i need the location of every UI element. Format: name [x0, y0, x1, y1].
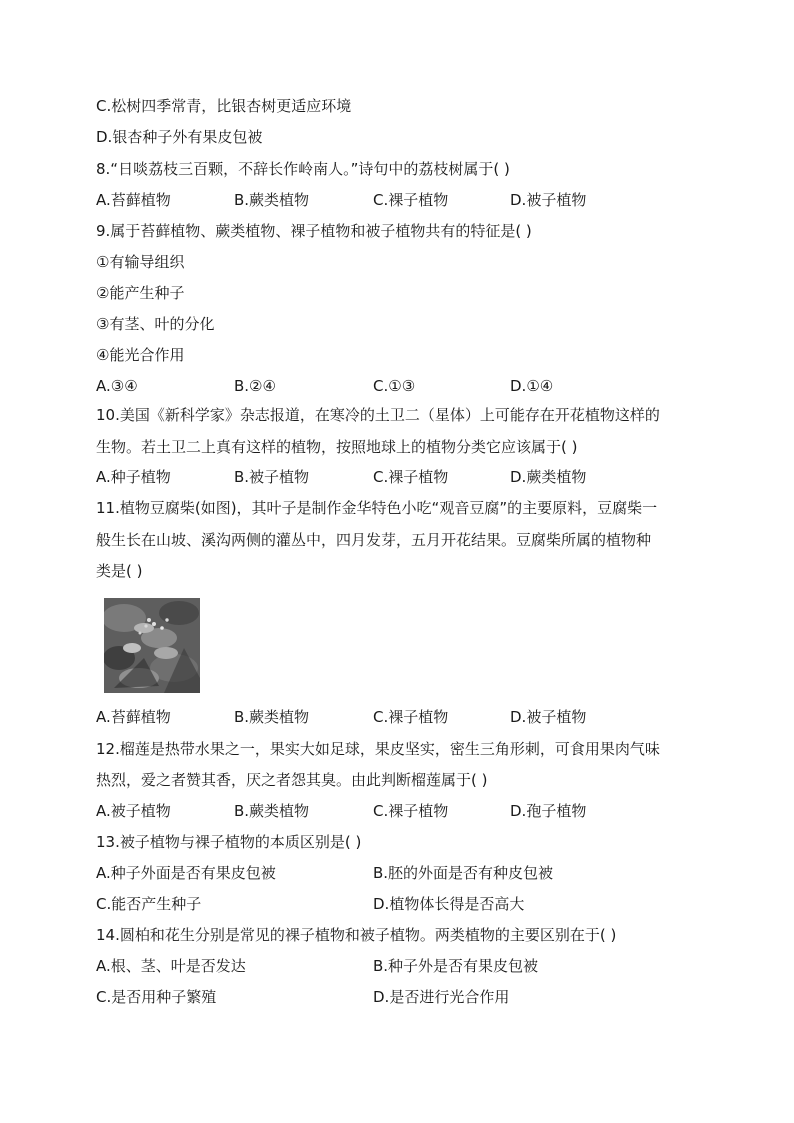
q9-option-a[interactable]: A.③④: [96, 377, 138, 395]
question-11-line-1: 11.植物豆腐柴(如图)，其叶子是制作金华特色小吃“观音豆腐”的主要原料，豆腐柴一: [96, 499, 658, 517]
q9-option-c[interactable]: C.①③: [373, 377, 416, 395]
q14-option-a[interactable]: A.根、茎、叶是否发达: [96, 957, 246, 975]
option-line-d-prev: D.银杏种子外有果皮包被: [96, 128, 263, 146]
q13-option-a[interactable]: A.种子外面是否有果皮包被: [96, 864, 276, 882]
q11-option-a[interactable]: A.苔藓植物: [96, 708, 171, 726]
question-12-options: [96, 801, 706, 821]
q12-option-c[interactable]: C.裸子植物: [373, 802, 449, 820]
q10-option-a[interactable]: A.种子植物: [96, 468, 171, 486]
q13-option-d[interactable]: D.植物体长得是否高大: [373, 895, 525, 913]
q9-option-d[interactable]: D.①④: [510, 377, 554, 395]
q12-option-d[interactable]: D.孢子植物: [510, 802, 587, 820]
q11-option-d[interactable]: D.被子植物: [510, 708, 587, 726]
question-11-line-2: 般生长在山坡、溪沟两侧的灌丛中，四月发芽，五月开花结果。豆腐柴所属的植物种: [96, 531, 652, 549]
question-14-options-row-2: [96, 987, 706, 1007]
q14-option-c[interactable]: C.是否用种子繁殖: [96, 988, 217, 1006]
q13-option-c[interactable]: C.能否产生种子: [96, 895, 202, 913]
question-14-options-row-1: [96, 956, 706, 976]
q8-option-c[interactable]: C.裸子植物: [373, 191, 449, 209]
q11-option-b[interactable]: B.蕨类植物: [234, 708, 310, 726]
q14-option-b[interactable]: B.种子外是否有果皮包被: [373, 957, 539, 975]
q10-option-c[interactable]: C.裸子植物: [373, 468, 449, 486]
question-9-options: [96, 376, 706, 396]
question-10-line-1: 10.美国《新科学家》杂志报道，在寒冷的土卫二（星体）上可能存在开花植物这样的: [96, 406, 660, 424]
option-line-c-prev: C.松树四季常青，比银杏树更适应环境: [96, 97, 352, 115]
q9-option-b[interactable]: B.②④: [234, 377, 276, 395]
q12-option-a[interactable]: A.被子植物: [96, 802, 171, 820]
question-8-options: [96, 190, 706, 210]
question-13-options-row-2: [96, 894, 706, 914]
q13-option-b[interactable]: B.胚的外面是否有种皮包被: [373, 864, 554, 882]
question-10-options: [96, 467, 706, 487]
doufuchai-plant-photo: [104, 598, 200, 693]
q8-option-d[interactable]: D.被子植物: [510, 191, 587, 209]
q8-option-b[interactable]: B.蕨类植物: [234, 191, 310, 209]
question-11-options: [96, 707, 706, 727]
q9-statement-3: ③有茎、叶的分化: [96, 315, 215, 333]
q10-option-b[interactable]: B.被子植物: [234, 468, 310, 486]
q11-option-c[interactable]: C.裸子植物: [373, 708, 449, 726]
q9-statement-2: ②能产生种子: [96, 284, 185, 302]
question-11-line-3: 类是( ): [96, 562, 143, 580]
q8-option-a[interactable]: A.苔藓植物: [96, 191, 171, 209]
question-12-line-1: 12.榴莲是热带水果之一，果实大如足球，果皮坚实，密生三角形刺，可食用果肉气味: [96, 740, 660, 758]
question-14: 14.圆柏和花生分别是常见的裸子植物和被子植物。两类植物的主要区别在于( ): [96, 926, 617, 944]
q10-option-d[interactable]: D.蕨类植物: [510, 468, 587, 486]
question-12-line-2: 热烈，爱之者赞其香，厌之者怨其臭。由此判断榴莲属于( ): [96, 771, 488, 789]
question-13-options-row-1: [96, 863, 706, 883]
q12-option-b[interactable]: B.蕨类植物: [234, 802, 310, 820]
question-13: 13.被子植物与裸子植物的本质区别是( ): [96, 833, 362, 851]
q14-option-d[interactable]: D.是否进行光合作用: [373, 988, 510, 1006]
question-8: 8.“日啖荔枝三百颗，不辞长作岭南人。”诗句中的荔枝树属于( ): [96, 160, 510, 178]
question-10-line-2: 生物。若土卫二上真有这样的植物，按照地球上的植物分类它应该属于( ): [96, 438, 578, 456]
question-9: 9.属于苔藓植物、蕨类植物、裸子植物和被子植物共有的特征是( ): [96, 222, 532, 240]
q9-statement-1: ①有输导组织: [96, 253, 185, 271]
q9-statement-4: ④能光合作用: [96, 346, 185, 364]
